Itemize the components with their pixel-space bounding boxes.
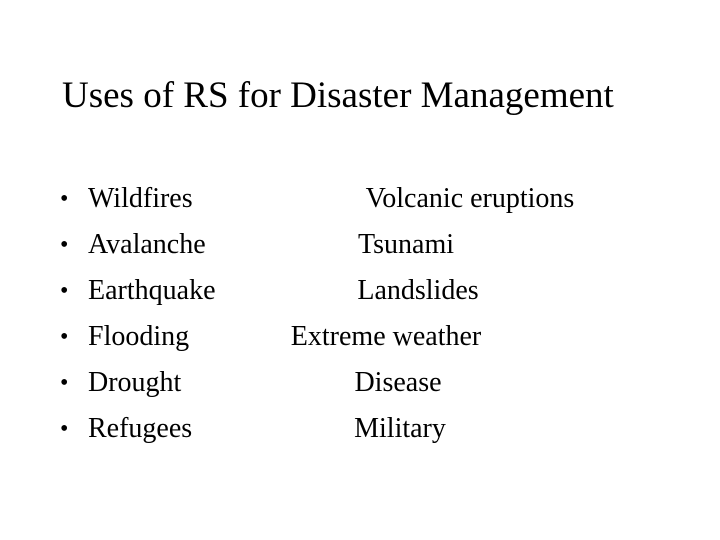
bullet-icon: • (60, 278, 69, 304)
list-item-left: Drought (88, 367, 182, 398)
list-item-left: Wildfires (88, 183, 193, 214)
list-item-left: Flooding (88, 321, 190, 352)
bullet-list (0, 176, 720, 452)
slide-title: Uses of RS for Disaster Management (62, 75, 614, 116)
list-item-right: Tsunami (357, 229, 455, 260)
bullet-icon: • (60, 416, 69, 442)
bullet-icon: • (60, 324, 69, 350)
list-item-right: Volcanic eruptions (365, 183, 575, 214)
list-item (0, 360, 720, 406)
list-item (0, 406, 720, 452)
list-item-left: Refugees (88, 413, 193, 444)
list-item-left: Earthquake (88, 275, 216, 306)
list-item (0, 176, 720, 222)
list-item (0, 314, 720, 360)
bullet-icon: • (60, 232, 69, 258)
list-item-right: Landslides (357, 275, 479, 306)
bullet-icon: • (60, 370, 69, 396)
bullet-icon: • (60, 186, 69, 212)
list-item (0, 222, 720, 268)
list-item (0, 268, 720, 314)
list-item-right: Disease (354, 367, 442, 398)
list-item-left: Avalanche (88, 229, 206, 260)
list-item-right: Extreme weather (290, 321, 482, 352)
list-item-right: Military (354, 413, 446, 444)
